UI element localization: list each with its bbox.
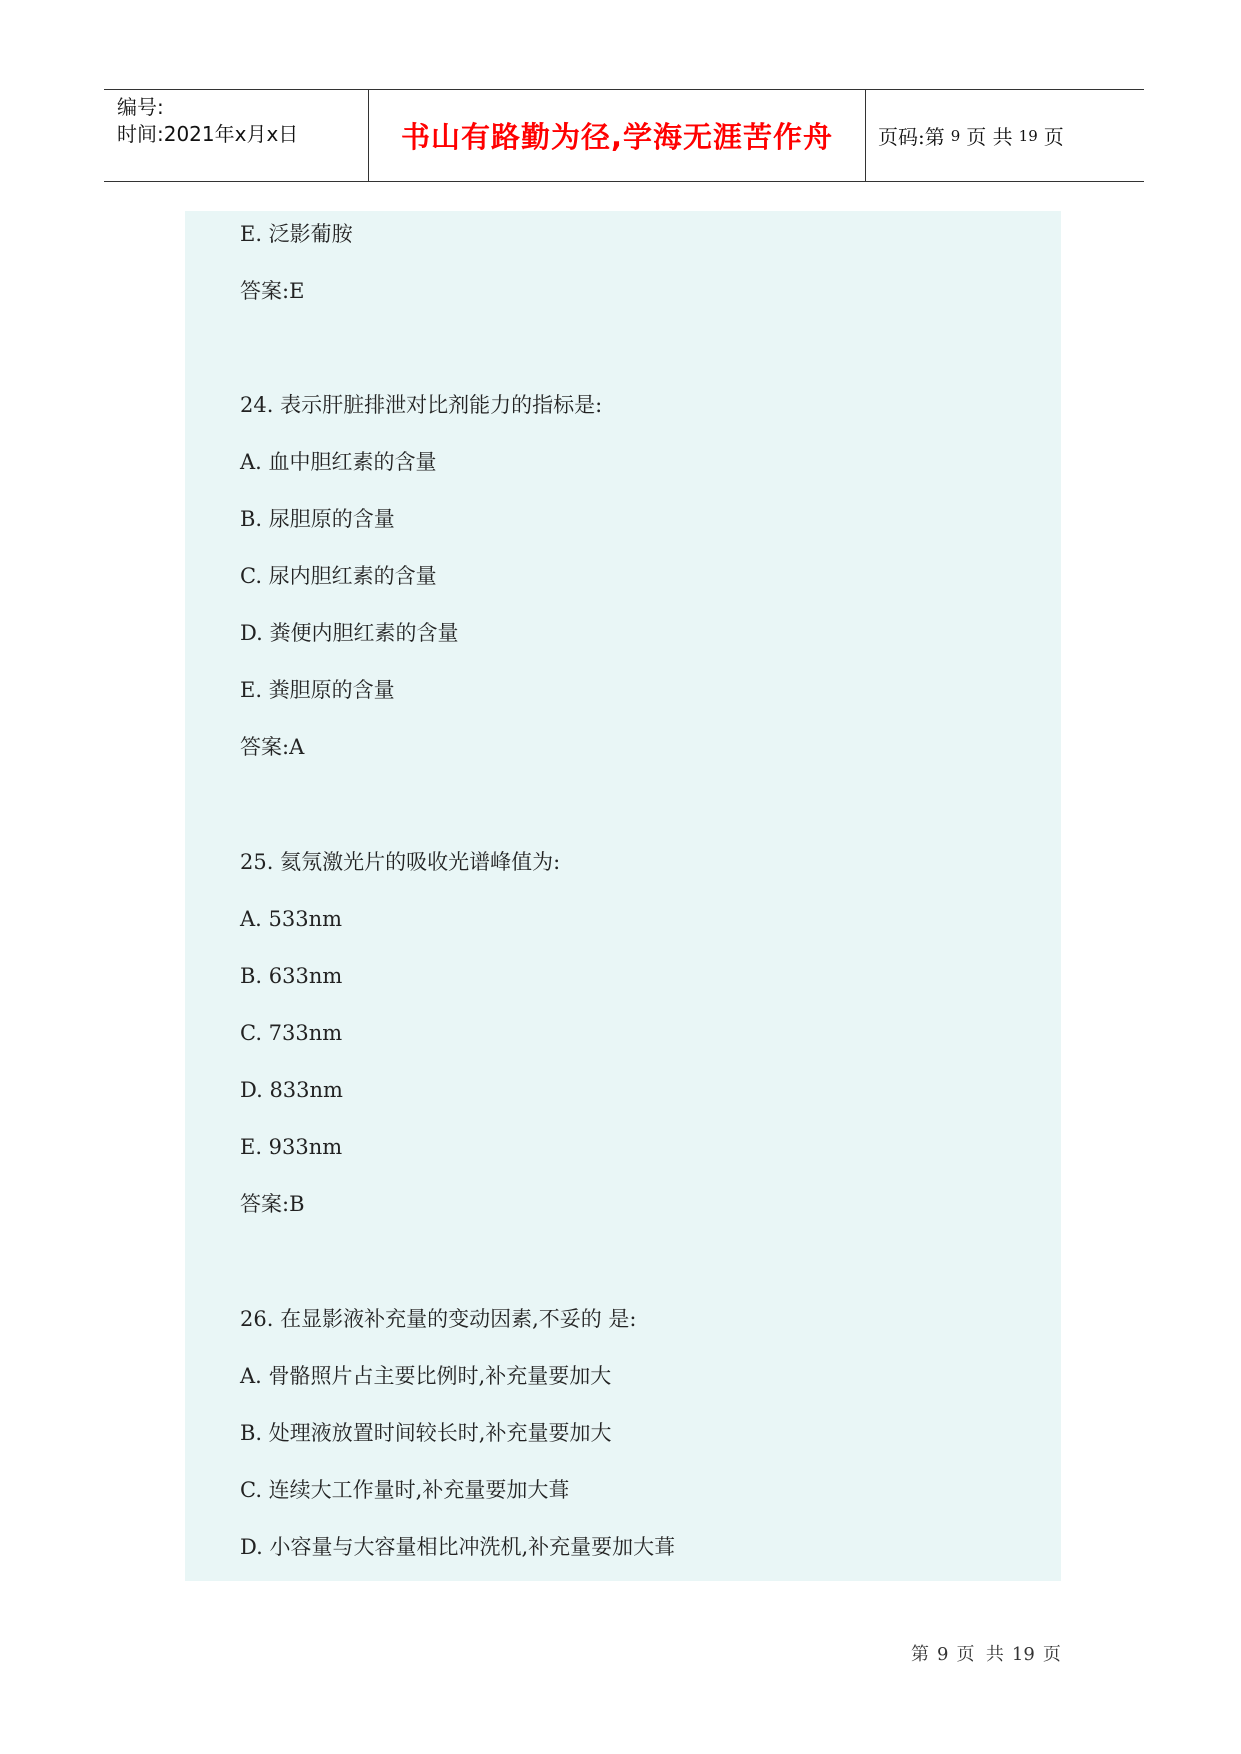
footer-total: 19 — [1011, 1644, 1035, 1665]
option-line: B. 处理液放置时间较长时,补充量要加大 — [240, 1421, 612, 1445]
answer-line: 答案:B — [240, 1192, 305, 1216]
page-prefix: 页码:第 — [878, 125, 945, 149]
page-header — [104, 89, 1144, 182]
time-label: 时间:2021年x月x日 — [117, 122, 299, 146]
option-line: D. 833nm — [240, 1078, 343, 1102]
option-line: C. 尿内胆红素的含量 — [240, 564, 437, 588]
footer-suffix: 页 — [1042, 1644, 1061, 1665]
option-line: D. 粪便内胆红素的含量 — [240, 621, 459, 645]
question-25: 25. 氦氖激光片的吸收光谱峰值为: — [240, 850, 561, 874]
option-line: B. 尿胆原的含量 — [240, 507, 395, 531]
number-label: 编号: — [117, 95, 164, 119]
question-24: 24. 表示肝脏排泄对比剂能力的指标是: — [240, 393, 603, 417]
question-26: 26. 在显影液补充量的变动因素,不妥的 是: — [240, 1307, 637, 1331]
page-total: 19 — [1018, 126, 1038, 145]
question-content — [185, 211, 1061, 1581]
header-motto: 书山有路勤为径,学海无涯苦作舟 — [369, 90, 866, 181]
page-suffix: 页 — [1043, 125, 1064, 149]
option-line: D. 小容量与大容量相比冲洗机,补充量要加大葺 — [240, 1535, 676, 1559]
footer-page-number: 9 — [937, 1644, 949, 1665]
page-footer — [907, 1640, 1065, 1666]
page-mid: 页 共 — [966, 125, 1013, 149]
option-line: C. 连续大工作量时,补充量要加大葺 — [240, 1478, 570, 1502]
option-line: A. 533nm — [240, 907, 343, 931]
page-number: 9 — [950, 126, 961, 145]
header-meta — [104, 90, 369, 181]
option-line: E. 粪胆原的含量 — [240, 678, 395, 702]
answer-line: 答案:A — [240, 735, 305, 759]
footer-prefix: 第 — [911, 1644, 929, 1665]
option-line: E. 933nm — [240, 1135, 343, 1159]
option-line: E. 泛影葡胺 — [240, 222, 353, 246]
option-line: C. 733nm — [240, 1021, 343, 1045]
option-line: B. 633nm — [240, 964, 343, 988]
footer-mid: 页 共 — [956, 1644, 1004, 1665]
option-line: A. 血中胆红素的含量 — [240, 450, 437, 474]
header-page-info — [866, 90, 1144, 181]
option-line: A. 骨骼照片占主要比例时,补充量要加大 — [240, 1364, 612, 1388]
answer-line: 答案:E — [240, 279, 305, 303]
